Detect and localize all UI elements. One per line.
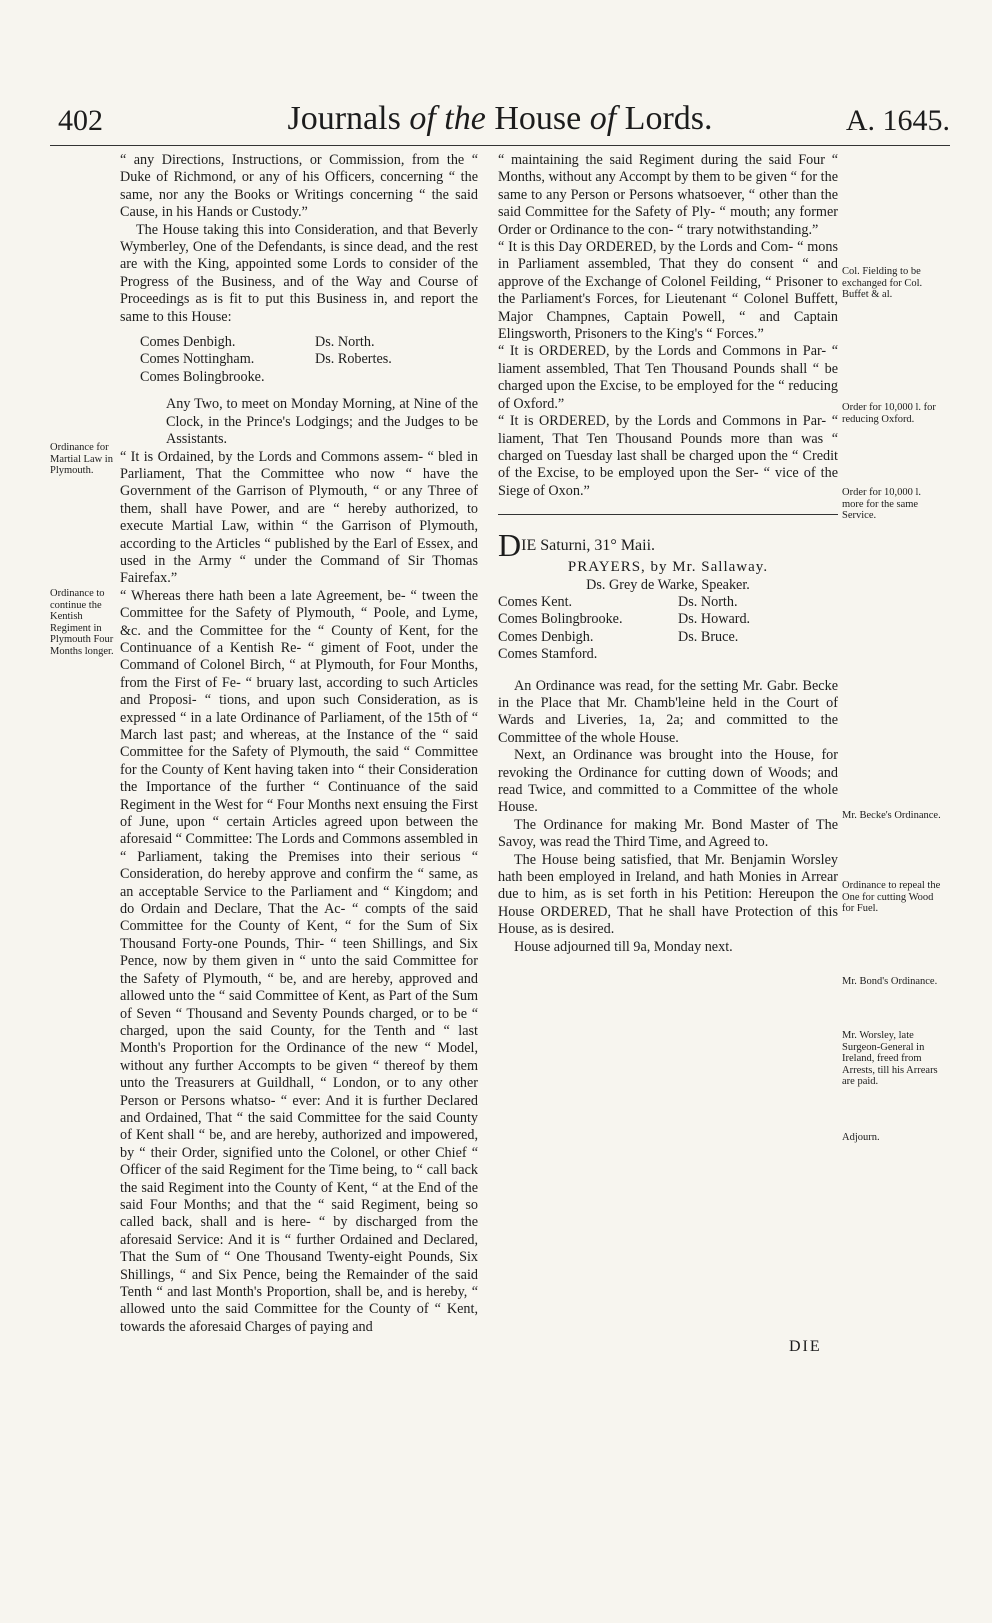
paragraph: Any Two, to meet on Monday Morning, at Nine of the Clock, in the Prince's Lodgings; and the Judges to be Assistants.: [166, 396, 478, 448]
section-rule: [498, 514, 838, 515]
committee-member: Ds. Robertes.: [315, 351, 392, 368]
committee-list: [140, 334, 478, 386]
paragraph: “ It is ORDERED, by the Lords and Commons in Par- “ liament assembled, That Ten Thousand Pounds shall “ be charged upon the Excise, to be employed for the “ reducing of Oxford.”: [498, 343, 838, 412]
paragraph: The Ordinance for making Mr. Bond Master of The Savoy, was read the Third Time, and Agreed to.: [498, 816, 838, 851]
margin-note-adjourn: Adjourn.: [842, 1132, 880, 1143]
committee-member: Comes Bolingbrooke.: [140, 368, 265, 385]
lord-present: Comes Denbigh.: [498, 628, 594, 645]
committee-member: Comes Nottingham.: [140, 351, 255, 368]
lord-present: Comes Stamford.: [498, 646, 598, 663]
page-title: [50, 100, 950, 138]
right-column: [498, 152, 838, 956]
lord-present: Comes Kent.: [498, 593, 573, 610]
paragraph: “ any Directions, Instructions, or Commission, from the “ Duke of Richmond, or any of his Officers, concerning “ the same, nor any the Books or Writings concerning “ the said Cause, in his Hands or Custody.”: [120, 152, 478, 221]
paragraph: “ It is ORDERED, by the Lords and Commons in Par- “ liament, That Ten Thousand Pounds more than was “ charged on Tuesday last shall be charged upon the “ Credit of the Excise, to be employed upon the Ser- “ vice of the Siege of Oxon.”: [498, 413, 838, 499]
margin-note-fielding: Col. Fielding to be exchanged for Col. Buffet & al.: [842, 266, 923, 300]
prayers-line: PRAYERS, by Mr. Sallaway.: [567, 559, 769, 576]
title-part: the: [444, 100, 486, 137]
left-column: [120, 152, 478, 1336]
margin-note-becke: Mr. Becke's Ordinance.: [842, 810, 941, 821]
day-heading: [498, 527, 838, 564]
paragraph: “ maintaining the said Regiment during the said Four “ Months, without any Accompt by them to be given “ for the same to any Person or Persons whatsoever, “ other than the said Committee for the Safety of Ply- “ mouth; any former Order or Ordinance to the con- “ trary notwithstanding.”: [498, 152, 838, 238]
catchword: DIE: [789, 1338, 822, 1355]
margin-note-kentish-regiment: Ordinance to continue the Kentish Regiment in Plymouth Four Months longer.: [50, 588, 114, 657]
day-heading-text: IE Saturni, 31° Maii.: [521, 537, 656, 555]
margin-note-more-money: Order for 10,000 l. more for the same Service.: [842, 487, 922, 521]
lord-present: Ds. Bruce.: [678, 628, 739, 645]
paragraph: “ Whereas there hath been a late Agreement, be- “ tween the Committee for the Safety of Plymouth, “ Poole, and Lyme, &c. and the Committee for the “ County of Kent, for the Continuance of a Kentish Re- “ giment of Foot, under the Command of Colonel Birch, “ at Plymouth, for Four Months, from the First of Fe- “ bruary last, according to such Articles and Proposi- “ tions, and upon such Consideration, as is expressed “ in a late Ordinance of Parliament, of the 15th of “ March last past; and whereas, at the Instance of the “ said Committee for the Safety of Plymouth, the said “ Committee for the County of Kent having taken into “ their Consideration the Importance of the further “ Continuance of the said Regiment in the West for “ Four Months next ensuing the First of June, upon “ certain Articles agreed upon between the aforesaid “ Committee: The Lords and Commons assembled in “ Parliament, taking the Premises into their serious “ Consideration, do hereby approve and confirm the “ same, as an acceptable Service to the Parliament and “ Kingdom; and do Ordain and Declare, That the Ac- “ compts of the said Committee for the County of Kent, “ for the Sum of Six Thousand Forty-one Pounds, Thir- “ teen Shillings, and Six Pence, now by them given in “ unto the said Committee for the Safety of Plymouth, “ be, and are hereby, approved and allowed unto the “ said Committee of Kent, as Part of the Sum of Seven “ Thousand and Seventy Pounds charged, or to be “ charged, upon the said County, for the Tenth and “ last Month's Proportion for the Ordinance of the new “ Model, without any further Accompts to be given “ thereof by them unto the Treasurers at Guildhall, “ London, or to any other Person or Persons whatso- “ ever: And it is further Declared and Ordained, That “ the said Committee for the said County of Kent shall “ be, and are hereby, authorized and impowered, by “ their Order, signified unto the Colonel, or other Chief “ Officer of the said Regiment for the Time being, to “ call back the said Regiment into the County of Kent, “ at the End of the said Four Months; and that the “ said Regiment, being so called back, shall and is here- “ by discharged from the aforesaid Service: And it is “ further Ordained and Declared, That the Sum of “ One Thousand Twenty-eight Pounds, Six Shillings, “ and Six Pence, being the Remainder of the said Tenth “ and last Month's Proportion, shall be, and is hereby, “ allowed unto the said Committee for the County of “ Kent, towards the aforesaid Charges of paying and: [120, 587, 478, 1335]
title-part: of: [589, 100, 617, 137]
margin-note-oxford: Order for 10,000 l. for reducing Oxford.: [842, 402, 936, 425]
committee-member: [315, 369, 465, 386]
page-number: 402: [58, 104, 103, 137]
lord-present: [678, 646, 828, 663]
lord-present: Comes Bolingbrooke.: [498, 611, 623, 628]
paragraph: “ It is Ordained, by the Lords and Commons assem- “ bled in Parliament, That the Committee who now “ have the Government of the Garrison of Plymouth, “ or any Three of them, shall have Power, and are “ hereby authorized, to execute Martial Law, within “ the Garrison of Plymouth, according to the Articles “ published by the Earl of Essex, and used in the Army “ under the Command of Sir Thomas Fairefax.”: [120, 448, 478, 587]
adjournment-line: House adjourned till 9a, Monday next.: [514, 938, 733, 955]
header-rule: [50, 145, 950, 146]
running-header: [50, 100, 950, 144]
paragraph: The House taking this into Consideration, and that Beverly Wymberley, One of the Defendants, is since dead, and the rest are with the King, appointed some Lords to consider of the Progress of the Business, and of the Way and Course of Proceedings as is fit to put this Business in, and report the same to this House:: [120, 221, 478, 325]
title-part: of: [409, 100, 436, 137]
margin-note-bond: Mr. Bond's Ordinance.: [842, 976, 938, 987]
margin-note-worsley: Mr. Worsley, late Surgeon-General in Ireland, freed from Arrests, till his Arrears are paid.: [842, 1030, 938, 1087]
speaker-line: Ds. Grey de Warke, Speaker.: [586, 576, 750, 593]
paragraph: Next, an Ordinance was brought into the House, for revoking the Ordinance for cutting down of Woods; and read Twice, and committed to a Committee of the whole House.: [498, 747, 838, 816]
margin-note-martial-law: Ordinance for Martial Law in Plymouth.: [50, 442, 113, 476]
lord-present: Ds. North.: [678, 593, 738, 610]
lord-present: Ds. Howard.: [678, 611, 751, 628]
page-year: A. 1645.: [845, 104, 950, 137]
margin-note-woods: Ordinance to repeal the One for cutting Wood for Fuel.: [842, 880, 941, 914]
lords-present-list: [498, 594, 838, 664]
committee-member: Comes Denbigh.: [140, 334, 236, 351]
title-part: House: [485, 100, 590, 137]
committee-member: Ds. North.: [315, 334, 375, 351]
title-part: Journals: [287, 100, 410, 137]
paragraph: The House being satisfied, that Mr. Benjamin Worsley hath been employed in Ireland, and hath Monies in Arrear due to him, as is set forth in his Petition: Hereupon the House ORDERED, That he shall have Protection of this House, as is desired.: [498, 851, 838, 938]
title-part: Lords.: [616, 100, 713, 137]
paragraph: “ It is this Day ORDERED, by the Lords and Com- “ mons in Parliament assembled, That they do consent “ and approve of the Exchange of Colonel Feilding, “ Prisoner to the Parliament's Forces, for Lieutenant “ Colonel Buffett, Major Champnes, Captain Powell, “ and Captain Elingsworth, Prisoners to the King's “ Forces.”: [498, 239, 838, 343]
paragraph: An Ordinance was read, for the setting Mr. Gabr. Becke in the Place that Mr. Chamb'leine held in the Court of Wards and Liveries, 1a, 2a; and committed to the Committee of the whole House.: [498, 677, 838, 746]
drop-capital: D: [498, 527, 522, 564]
